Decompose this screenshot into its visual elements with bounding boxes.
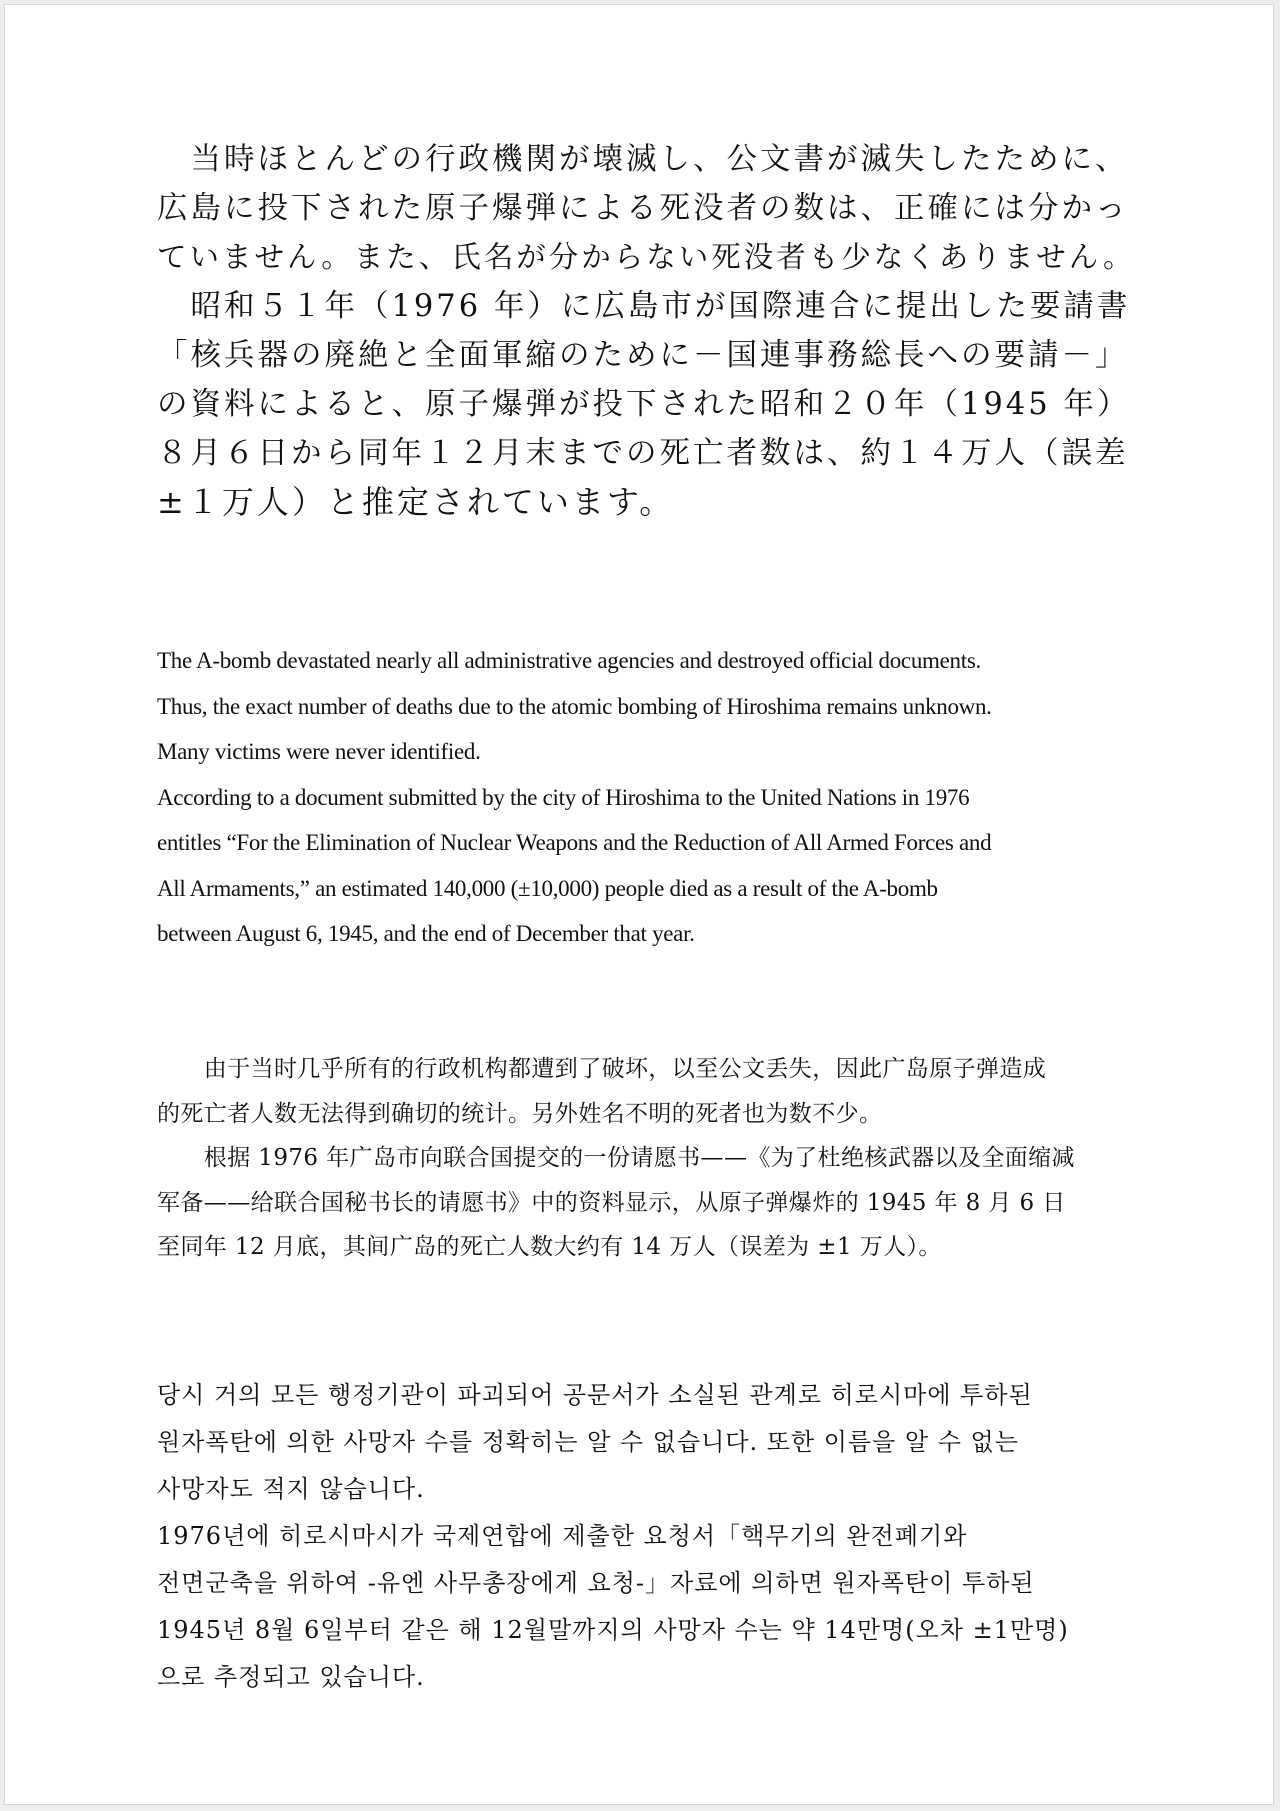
korean-line: 전면군축을 위하여 -유엔 사무총장에게 요청-」자료에 의하면 원자폭탄이 투하된 (157, 1569, 1035, 1597)
english-line: According to a document submitted by the city of Hiroshima to the United Nations in 1976 (157, 784, 970, 810)
chinese-line: 根据 1976 年广岛市向联合国提交的一份请愿书——《为了杜绝核武器以及全面缩减 (157, 1145, 1075, 1171)
document-page (4, 4, 1274, 1805)
japanese-line: 当時ほとんどの行政機関が壊滅し、公文書が滅失したために、 (157, 142, 1129, 177)
chinese-line: 的死亡者人数无法得到确切的统计。另外姓名不明的死者也为数不少。 (157, 1100, 883, 1127)
english-line: between August 6, 1945, and the end of December that year. (157, 921, 695, 946)
chinese-line: 至同年 12 月底，其间广岛的死亡人数大约有 14 万人（误差为 ±1 万人）。 (157, 1234, 942, 1260)
english-line: The A-bomb devastated nearly all administrative agencies and destroyed official documents. (157, 648, 981, 673)
japanese-line: ±１万人）と推定されています。 (157, 483, 675, 521)
korean-line: 1976년에 히로시마시가 국제연합에 제출한 요청서「핵무기의 완전폐기와 (157, 1522, 968, 1550)
korean-line: 으로 추정되고 있습니다. (157, 1663, 425, 1691)
chinese-line: 军备——给联合国秘书长的请愿书》中的资料显示，从原子弹爆炸的 1945 年 8 月 6 日 (157, 1189, 1066, 1216)
english-line: All Armaments,” an estimated 140,000 (±10,000) people died as a result of the A-bomb (157, 875, 938, 901)
chinese-line: 由于当时几乎所有的行政机构都遭到了破坏，以至公文丢失，因此广岛原子弹造成 (157, 1056, 1047, 1082)
japanese-line: ８月６日から同年１２月末までの死亡者数は、約１４万人（誤差 (157, 436, 1129, 471)
japanese-text-block (157, 135, 1137, 527)
english-line: Thus, the exact number of deaths due to the atomic bombing of Hiroshima remains unknown. (157, 693, 992, 719)
japanese-line: 広島に投下された原子爆弾による死没者の数は、正確には分かっ (157, 191, 1129, 226)
korean-line: 사망자도 적지 않습니다. (157, 1475, 425, 1503)
japanese-line: ていません。また、氏名が分からない死没者も少なくありません。 (157, 240, 1136, 274)
japanese-line: 「核兵器の廃絶と全面軍縮のために－国連事務総長への要請－」 (157, 338, 1129, 373)
english-text-block (157, 638, 1137, 957)
english-line: Many victims were never identified. (157, 739, 481, 764)
japanese-line: の資料によると、原子爆弾が投下された昭和２０年（1945 年） (157, 387, 1131, 422)
chinese-text-block (157, 1047, 1137, 1270)
korean-line: 원자폭탄에 의한 사망자 수를 정확히는 알 수 없습니다. 또한 이름을 알 수 없는 (157, 1428, 1019, 1456)
english-line: entitles “For the Elimination of Nuclear Weapons and the Reduction of All Armed Forces and (157, 830, 992, 855)
japanese-line: 昭和５１年（1976 年）に広島市が国際連合に提出した要請書 (157, 289, 1131, 324)
korean-line: 당시 거의 모든 행정기관이 파괴되어 공문서가 소실된 관계로 히로시마에 투하된 (157, 1381, 1033, 1409)
korean-text-block (157, 1372, 1137, 1701)
korean-line: 1945년 8월 6일부터 같은 해 12월말까지의 사망자 수는 약 14만명(오차 ±1만명) (157, 1616, 1069, 1644)
